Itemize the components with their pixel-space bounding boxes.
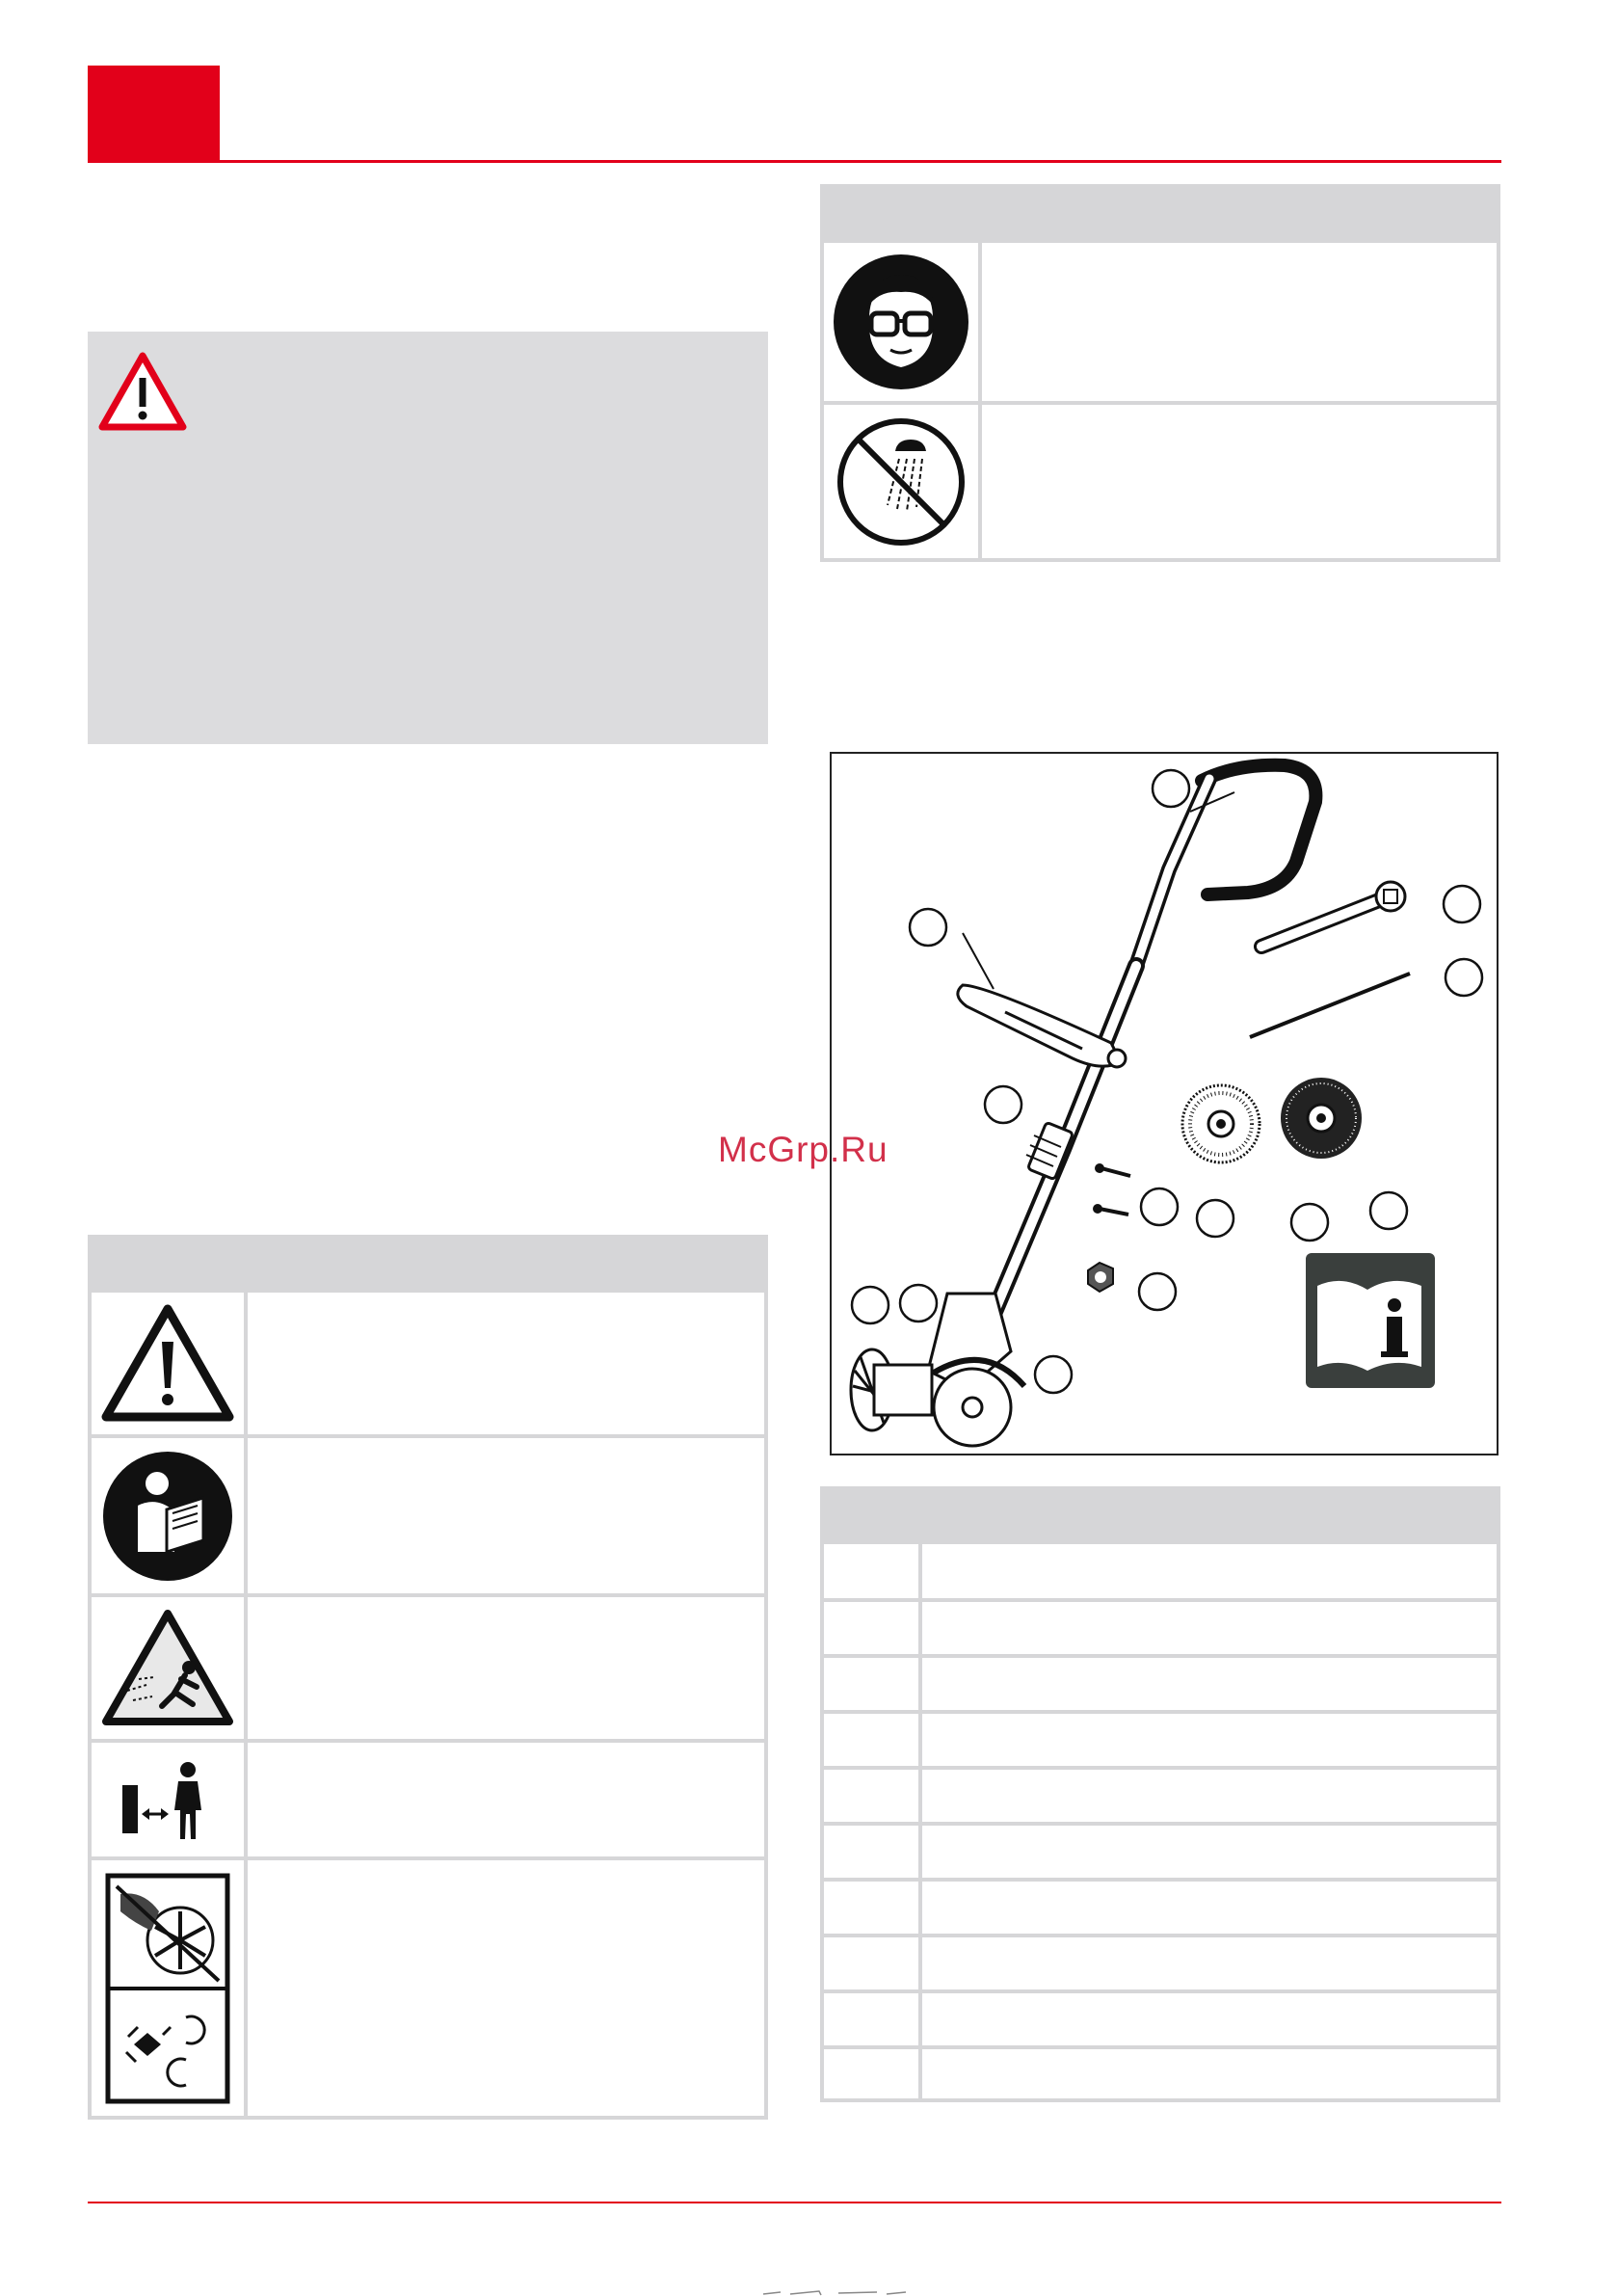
symbols-table-left bbox=[88, 1235, 768, 2120]
table-row bbox=[824, 1766, 1497, 1770]
column-divider bbox=[244, 1239, 248, 2116]
screws-icon bbox=[1093, 1163, 1130, 1215]
warning-triangle-icon bbox=[97, 351, 188, 433]
table-row bbox=[824, 1822, 1497, 1826]
table-row bbox=[824, 1598, 1497, 1602]
column-divider bbox=[978, 188, 982, 558]
watermark: McGrp.Ru bbox=[718, 1130, 889, 1169]
table-row bbox=[824, 243, 978, 401]
safety-distance-icon bbox=[115, 1756, 221, 1843]
table-row bbox=[824, 1710, 1497, 1714]
chapter-tab bbox=[88, 66, 220, 163]
rotating-tool-hand-icon bbox=[105, 1873, 230, 2104]
footer-mark bbox=[761, 2286, 915, 2296]
table-header bbox=[92, 1239, 764, 1293]
wrench-icon bbox=[1261, 882, 1405, 947]
table-row bbox=[92, 1293, 244, 1434]
nut-icon bbox=[1088, 1263, 1113, 1292]
general-warning-icon bbox=[100, 1303, 235, 1425]
wire-brush-icon bbox=[1281, 1078, 1362, 1159]
warning-box bbox=[88, 332, 768, 744]
do-not-expose-to-rain-icon bbox=[836, 416, 967, 547]
symbols-table-right bbox=[820, 184, 1500, 562]
product-figure bbox=[830, 752, 1499, 1455]
footer-rule bbox=[88, 2202, 1501, 2203]
table-row bbox=[824, 1654, 1497, 1658]
table-row bbox=[92, 1597, 244, 1739]
table-row bbox=[824, 1989, 1497, 1993]
column-divider bbox=[918, 1490, 922, 2098]
flying-debris-icon bbox=[100, 1608, 235, 1729]
wear-eye-protection-icon bbox=[833, 254, 969, 390]
table-row bbox=[824, 2045, 1497, 2049]
wire-brush-icon bbox=[1182, 1085, 1260, 1162]
read-manual-icon bbox=[101, 1450, 234, 1583]
tool-illustration bbox=[832, 754, 1497, 1454]
header-rule bbox=[88, 160, 1501, 163]
table-row bbox=[824, 1934, 1497, 1937]
parts-table bbox=[820, 1486, 1500, 2102]
hex-key-icon bbox=[1250, 974, 1410, 1037]
table-header bbox=[824, 188, 1497, 243]
table-row bbox=[824, 1878, 1497, 1882]
table-row bbox=[92, 1860, 244, 2116]
table-row bbox=[92, 1438, 244, 1593]
table-row bbox=[92, 1743, 244, 1856]
manual-info-icon bbox=[1306, 1253, 1435, 1388]
table-row bbox=[824, 405, 978, 558]
table-header bbox=[824, 1490, 1497, 1544]
